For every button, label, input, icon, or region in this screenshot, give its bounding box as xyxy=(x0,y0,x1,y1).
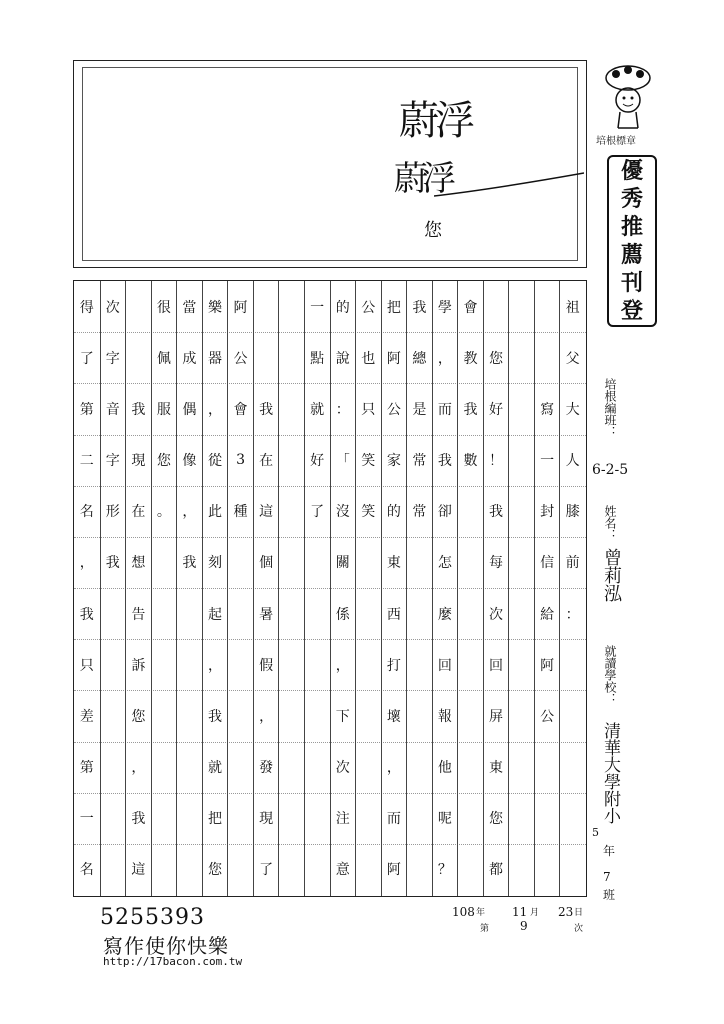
essay-cell: 阿 xyxy=(386,350,401,367)
essay-cell: 阿 xyxy=(540,657,555,674)
essay-cell xyxy=(305,742,330,793)
essay-cell: 會 xyxy=(233,401,248,418)
essay-cell: 您 xyxy=(156,453,171,470)
essay-cell: 教 xyxy=(463,350,478,367)
essay-cell xyxy=(228,793,253,844)
name-label: 姓名： xyxy=(603,505,617,541)
essay-cell: 「 xyxy=(335,453,350,470)
essay-cell xyxy=(101,690,126,741)
essay-cell: 在 xyxy=(131,504,146,521)
essay-cell xyxy=(509,639,534,690)
essay-cell xyxy=(305,588,330,639)
essay-column xyxy=(483,281,509,896)
essay-cell xyxy=(101,793,126,844)
day-value: 23 xyxy=(558,905,574,919)
essay-cell: 暑 xyxy=(259,606,274,623)
school-name: 清華大學附小 xyxy=(600,722,620,824)
essay-cell: 下 xyxy=(335,708,350,725)
essay-cell: 都 xyxy=(489,862,504,879)
essay-column xyxy=(202,281,228,896)
essay-cell xyxy=(509,486,534,537)
essay-cell: ， xyxy=(131,760,146,777)
stamp-char: 優 xyxy=(620,158,643,184)
essay-cell xyxy=(407,844,432,895)
essay-cell xyxy=(279,690,304,741)
essay-cell: 個 xyxy=(259,555,274,572)
essay-cell xyxy=(509,281,534,332)
essay-cell xyxy=(305,537,330,588)
essay-cell: 就 xyxy=(310,401,325,418)
essay-cell xyxy=(254,332,279,383)
essay-cell xyxy=(152,793,177,844)
essay-cell: 在 xyxy=(259,453,274,470)
essay-cell: 學 xyxy=(437,299,452,316)
essay-cell: 我 xyxy=(463,401,478,418)
teacher-signature-second: 蔚浮 xyxy=(394,159,450,199)
essay-column xyxy=(100,281,126,896)
essay-column xyxy=(381,281,407,896)
essay-cell: 公 xyxy=(540,708,555,725)
essay-cell xyxy=(305,793,330,844)
essay-cell xyxy=(407,793,432,844)
recommend-stamp xyxy=(607,155,657,327)
essay-cell: 每 xyxy=(489,555,504,572)
essay-cell: 怎 xyxy=(437,555,452,572)
essay-cell: 呢 xyxy=(437,811,452,828)
essay-cell: 我 xyxy=(131,401,146,418)
essay-cell: 回 xyxy=(437,657,452,674)
essay-cell xyxy=(535,332,560,383)
essay-cell xyxy=(305,639,330,690)
essay-cell: 公 xyxy=(386,401,401,418)
seq-prefix: 第 xyxy=(480,924,490,934)
essay-cell: 笑 xyxy=(361,504,376,521)
essay-cell: 的 xyxy=(335,299,350,316)
essay-cell xyxy=(458,690,483,741)
essay-cell: 也 xyxy=(361,350,376,367)
essay-cell xyxy=(509,588,534,639)
essay-cell: 我 xyxy=(489,504,504,521)
essay-cell xyxy=(407,537,432,588)
essay-cell: 沒 xyxy=(335,504,350,521)
essay-cell xyxy=(279,281,304,332)
day-unit: 日 xyxy=(574,908,584,918)
essay-cell: 係 xyxy=(335,606,350,623)
essay-cell: 次 xyxy=(489,606,504,623)
essay-cell: 只 xyxy=(79,657,94,674)
essay-column xyxy=(74,281,100,896)
essay-cell: 西 xyxy=(386,606,401,623)
essay-cell: 他 xyxy=(437,760,452,777)
essay-cell: 屏 xyxy=(489,708,504,725)
essay-cell: 信 xyxy=(540,555,555,572)
essay-cell: 這 xyxy=(259,504,274,521)
essay-cell xyxy=(101,639,126,690)
essay-cell: 現 xyxy=(259,811,274,828)
essay-cell: 您 xyxy=(489,350,504,367)
essay-cell xyxy=(177,844,202,895)
essay-cell: 二 xyxy=(79,453,94,470)
essay-cell xyxy=(177,690,202,741)
essay-cell xyxy=(509,537,534,588)
essay-cell: ， xyxy=(207,657,223,674)
slogan: 寫作使你快樂 xyxy=(103,934,229,958)
essay-cell xyxy=(458,639,483,690)
website-url: http://17bacon.com.tw xyxy=(103,955,243,968)
essay-cell xyxy=(356,844,381,895)
essay-cell xyxy=(356,639,381,690)
essay-column xyxy=(125,281,151,896)
essay-cell: 打 xyxy=(386,657,401,674)
essay-cell: 我 xyxy=(437,453,452,470)
essay-cell: 服 xyxy=(156,401,171,418)
essay-cell xyxy=(305,690,330,741)
essay-cell xyxy=(177,793,202,844)
essay-cell: 笑 xyxy=(361,453,376,470)
essay-cell: 假 xyxy=(259,657,274,674)
essay-cell: 您 xyxy=(207,862,223,879)
essay-cell xyxy=(560,690,585,741)
essay-cell: 我 xyxy=(259,401,274,418)
stamp-char: 推 xyxy=(620,214,643,240)
bacon-tree-logo-icon xyxy=(600,62,656,132)
essay-cell xyxy=(279,383,304,434)
essay-cell xyxy=(228,537,253,588)
essay-cell: ， xyxy=(386,760,401,777)
essay-cell: 樂 xyxy=(207,299,223,316)
essay-cell: ， xyxy=(437,350,452,367)
essay-cell: 點 xyxy=(310,350,325,367)
essay-cell xyxy=(254,281,279,332)
logo-caption: 培根標章 xyxy=(596,136,636,147)
essay-cell: 刻 xyxy=(207,555,223,572)
essay-cell xyxy=(458,793,483,844)
month-unit: 月 xyxy=(530,908,540,918)
essay-cell: 封 xyxy=(540,504,555,521)
essay-cell: ： xyxy=(335,401,350,418)
essay-cell xyxy=(279,588,304,639)
essay-cell xyxy=(101,844,126,895)
stamp-char: 薦 xyxy=(620,242,643,268)
stamp-char: 秀 xyxy=(620,186,643,212)
seq-suffix: 次 xyxy=(574,924,584,934)
class-unit: 班 xyxy=(603,888,616,902)
essay-cell xyxy=(407,742,432,793)
comment-inner-frame xyxy=(82,67,578,261)
essay-column xyxy=(227,281,253,896)
school-label: 就讀學校： xyxy=(603,645,617,705)
essay-cell xyxy=(356,742,381,793)
essay-cell: 像 xyxy=(182,453,197,470)
essay-cell: 訴 xyxy=(131,657,146,674)
essay-cell: 只 xyxy=(361,401,376,418)
essay-cell xyxy=(101,742,126,793)
essay-cell: 偶 xyxy=(182,401,197,418)
essay-cell: 當 xyxy=(182,299,197,316)
essay-cell xyxy=(279,435,304,486)
year-value: 108 xyxy=(452,905,475,919)
essay-cell: 常 xyxy=(412,453,427,470)
essay-cell xyxy=(509,793,534,844)
essay-cell: 意 xyxy=(335,862,350,879)
grade-value: 5 xyxy=(592,826,599,839)
essay-cell: 您 xyxy=(489,811,504,828)
essay-cell: ， xyxy=(207,401,223,418)
essay-cell xyxy=(560,844,585,895)
essay-cell: 卻 xyxy=(437,504,452,521)
essay-cell: 總 xyxy=(412,350,427,367)
essay-cell: 注 xyxy=(335,811,350,828)
essay-cell: 字 xyxy=(105,350,120,367)
essay-cell: 名 xyxy=(79,504,94,521)
essay-column xyxy=(304,281,330,896)
essay-column xyxy=(457,281,483,896)
essay-cell: 而 xyxy=(386,811,401,828)
essay-cell: 大 xyxy=(565,401,580,418)
essay-cell xyxy=(279,844,304,895)
essay-cell xyxy=(228,690,253,741)
essay-column xyxy=(355,281,381,896)
essay-cell xyxy=(152,537,177,588)
essay-column xyxy=(253,281,279,896)
essay-cell xyxy=(126,281,151,332)
essay-cell: 東 xyxy=(489,760,504,777)
essay-cell xyxy=(279,742,304,793)
essay-cell: 差 xyxy=(79,708,94,725)
essay-cell: 阿 xyxy=(386,862,401,879)
essay-cell: 阿 xyxy=(233,299,248,316)
essay-cell: 我 xyxy=(412,299,427,316)
essay-cell xyxy=(509,690,534,741)
essay-cell: 東 xyxy=(386,555,401,572)
essay-cell: 次 xyxy=(335,760,350,777)
essay-cell xyxy=(356,793,381,844)
essay-cell: 一 xyxy=(79,811,94,828)
class-value: 6-2-5 xyxy=(592,462,629,478)
essay-cell: 了 xyxy=(79,350,94,367)
essay-cell xyxy=(560,742,585,793)
essay-cell: 我 xyxy=(131,811,146,828)
year-unit: 年 xyxy=(476,908,486,918)
essay-cell: 常 xyxy=(412,504,427,521)
teacher-comment-box xyxy=(73,60,587,268)
essay-cell xyxy=(279,793,304,844)
essay-cell: 起 xyxy=(207,606,223,623)
essay-cell xyxy=(356,588,381,639)
essay-cell xyxy=(535,742,560,793)
essay-cell xyxy=(458,844,483,895)
essay-cell: 家 xyxy=(386,453,401,470)
essay-grid xyxy=(73,280,587,897)
essay-cell: 就 xyxy=(207,760,223,777)
essay-cell xyxy=(279,537,304,588)
essay-cell: 您 xyxy=(131,708,146,725)
essay-cell: 關 xyxy=(335,555,350,572)
essay-cell xyxy=(509,742,534,793)
essay-cell xyxy=(356,690,381,741)
seq-value: 9 xyxy=(520,919,528,933)
essay-cell xyxy=(535,844,560,895)
essay-cell xyxy=(152,690,177,741)
essay-cell: ， xyxy=(259,708,274,725)
essay-cell xyxy=(228,844,253,895)
essay-cell xyxy=(560,793,585,844)
essay-cell xyxy=(509,435,534,486)
essay-cell: ？ xyxy=(437,862,452,879)
essay-cell xyxy=(126,332,151,383)
essay-cell: 是 xyxy=(412,401,427,418)
class-label: 培根編班： xyxy=(603,378,617,438)
essay-cell xyxy=(101,588,126,639)
essay-cell: 麼 xyxy=(437,606,452,623)
essay-cell: 佩 xyxy=(156,350,171,367)
essay-cell: 而 xyxy=(437,401,452,418)
essay-cell xyxy=(228,588,253,639)
essay-cell: 這 xyxy=(131,862,146,879)
essay-cell: 把 xyxy=(207,811,223,828)
essay-column xyxy=(508,281,534,896)
essay-cell xyxy=(279,486,304,537)
essay-cell xyxy=(535,281,560,332)
essay-cell: ： xyxy=(565,606,580,623)
essay-cell xyxy=(279,332,304,383)
essay-cell xyxy=(407,690,432,741)
comment-closing: 您 xyxy=(424,220,442,241)
essay-column xyxy=(278,281,304,896)
signature-stroke xyxy=(434,171,584,201)
essay-cell: 得 xyxy=(79,299,94,316)
essay-column xyxy=(151,281,177,896)
essay-cell: 種 xyxy=(233,504,248,521)
student-name: 曾莉泓 xyxy=(601,548,622,602)
grade-unit: 年 xyxy=(603,844,616,858)
essay-cell: 從 xyxy=(207,453,223,470)
essay-cell: 好 xyxy=(489,401,504,418)
essay-cell: 此 xyxy=(207,504,223,521)
essay-cell: 我 xyxy=(182,555,197,572)
essay-cell xyxy=(509,332,534,383)
essay-cell xyxy=(152,844,177,895)
essay-cell xyxy=(177,639,202,690)
essay-cell: 我 xyxy=(105,555,120,572)
essay-cell: 一 xyxy=(310,299,325,316)
essay-cell: 壞 xyxy=(386,708,401,725)
essay-cell: 報 xyxy=(437,708,452,725)
essay-cell xyxy=(458,486,483,537)
essay-cell: 次 xyxy=(105,299,120,316)
class-no: 7 xyxy=(603,870,611,884)
essay-cell: 了 xyxy=(259,862,274,879)
essay-cell: 公 xyxy=(233,350,248,367)
essay-cell: 回 xyxy=(489,657,504,674)
essay-column xyxy=(559,281,585,896)
essay-cell xyxy=(407,639,432,690)
essay-cell: 我 xyxy=(207,708,223,725)
essay-cell: 說 xyxy=(335,350,350,367)
essay-cell: 第 xyxy=(79,760,94,777)
essay-cell: 。 xyxy=(156,504,171,521)
essay-cell: 現 xyxy=(131,453,146,470)
teacher-signature: 蔚浮 xyxy=(399,98,471,144)
essay-cell xyxy=(279,639,304,690)
essay-column xyxy=(330,281,356,896)
essay-cell xyxy=(509,844,534,895)
essay-cell: 會 xyxy=(463,299,478,316)
essay-cell: 我 xyxy=(79,606,94,623)
essay-cell: 音 xyxy=(105,401,120,418)
essay-cell xyxy=(535,793,560,844)
essay-cell xyxy=(509,383,534,434)
essay-cell xyxy=(407,588,432,639)
stamp-char: 刊 xyxy=(620,270,643,296)
essay-cell: 人 xyxy=(565,453,580,470)
essay-cell: 給 xyxy=(540,606,555,623)
essay-cell: 的 xyxy=(386,504,401,521)
essay-cell: 名 xyxy=(79,862,94,879)
essay-cell xyxy=(458,742,483,793)
essay-cell: 了 xyxy=(310,504,325,521)
essay-cell: 膝 xyxy=(565,504,580,521)
stamp-char: 登 xyxy=(620,298,643,324)
essay-cell: 一 xyxy=(540,453,555,470)
essay-cell: ， xyxy=(79,555,94,572)
essay-cell: 形 xyxy=(105,504,120,521)
essay-cell: 告 xyxy=(131,606,146,623)
essay-cell: 好 xyxy=(310,453,325,470)
phone-number: 5255393 xyxy=(100,905,205,930)
essay-cell: 3 xyxy=(236,452,246,469)
essay-cell xyxy=(228,639,253,690)
essay-cell xyxy=(228,742,253,793)
essay-cell: 成 xyxy=(182,350,197,367)
essay-cell: 器 xyxy=(207,350,223,367)
essay-cell xyxy=(305,844,330,895)
essay-cell: 把 xyxy=(386,299,401,316)
essay-cell: 很 xyxy=(156,299,171,316)
essay-cell: 想 xyxy=(131,555,146,572)
essay-cell: ！ xyxy=(489,453,504,470)
essay-cell: 第 xyxy=(79,401,94,418)
essay-cell: ， xyxy=(335,657,350,674)
essay-column xyxy=(406,281,432,896)
essay-cell xyxy=(152,588,177,639)
essay-cell: 發 xyxy=(259,760,274,777)
essay-cell: 父 xyxy=(565,350,580,367)
essay-column xyxy=(176,281,202,896)
essay-cell: 數 xyxy=(463,453,478,470)
essay-cell: 字 xyxy=(105,453,120,470)
essay-cell: 前 xyxy=(565,555,580,572)
essay-cell xyxy=(152,639,177,690)
essay-cell xyxy=(560,639,585,690)
essay-column xyxy=(432,281,458,896)
essay-cell xyxy=(484,281,509,332)
essay-cell xyxy=(177,742,202,793)
essay-cell xyxy=(458,588,483,639)
essay-column xyxy=(534,281,560,896)
essay-cell xyxy=(177,588,202,639)
essay-cell: ， xyxy=(182,504,197,521)
essay-cell: 寫 xyxy=(540,401,555,418)
essay-cell xyxy=(152,742,177,793)
essay-cell xyxy=(458,537,483,588)
essay-cell: 祖 xyxy=(565,299,580,316)
essay-cell: 公 xyxy=(361,299,376,316)
month-value: 11 xyxy=(512,905,528,919)
essay-cell xyxy=(356,537,381,588)
